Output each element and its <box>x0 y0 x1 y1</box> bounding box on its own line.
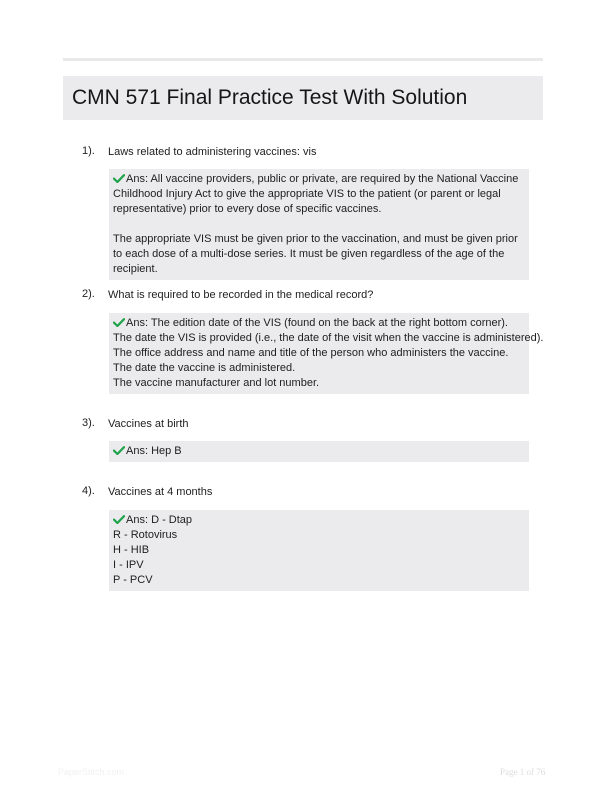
question-number: 4). <box>82 485 95 497</box>
answer-line: I - IPV <box>113 559 144 571</box>
check-icon <box>113 318 125 327</box>
answer-text: Ans: The edition date of the VIS (found on the back at the right bottom corner). <box>126 317 508 329</box>
answer-line <box>113 316 529 331</box>
answer-box <box>109 441 529 462</box>
answer-line: P - PCV <box>113 574 153 586</box>
top-divider <box>63 58 543 61</box>
answer-text: Ans: All vaccine providers, public or private, are required by the National Vaccine Childhood Injury Act to give the appropriate VIS to the patient (or parent or legal representative) prior to every dose of specific vaccines. <box>113 173 519 215</box>
answer-line: The office address and name and title of the person who administers the vaccine. <box>113 347 509 359</box>
answer-line: The date the vaccine is administered. <box>113 362 296 374</box>
question-text: Vaccines at birth <box>108 418 189 430</box>
answer-text: Ans: D - Dtap <box>126 514 193 526</box>
answer-box <box>109 169 529 280</box>
page-title: CMN 571 Final Practice Test With Solution <box>72 86 468 109</box>
question-number: 1). <box>82 145 95 157</box>
answer-line: H - HIB <box>113 544 150 556</box>
footer-watermark: PaperStitch.com <box>58 767 125 777</box>
check-icon <box>113 174 125 183</box>
answer-line: The date the VIS is provided (i.e., the date of the visit when the vaccine is administered). <box>113 332 544 344</box>
answer-line <box>113 444 529 459</box>
question-text: Vaccines at 4 months <box>108 486 213 498</box>
answer-box <box>109 313 544 394</box>
answer-box <box>109 510 529 591</box>
answer-gap <box>113 217 529 232</box>
title-banner <box>63 76 543 120</box>
check-icon <box>113 515 125 524</box>
answer-line: The appropriate VIS must be given prior to the vaccination, and must be given prior to each dose of a multi-dose series. It must be given regardless of the age of the recipient. <box>113 233 518 275</box>
check-icon <box>113 446 125 455</box>
question-text: Laws related to administering vaccines: vis <box>108 146 317 158</box>
answer-text: Ans: Hep B <box>126 445 182 457</box>
answer-line: The vaccine manufacturer and lot number. <box>113 377 320 389</box>
answer-line <box>113 172 529 217</box>
question-text: What is required to be recorded in the medical record? <box>108 289 374 301</box>
page-number: Page 1 of 76 <box>500 767 546 777</box>
question-number: 2). <box>82 288 95 300</box>
answer-line <box>113 513 529 528</box>
question-number: 3). <box>82 417 95 429</box>
answer-line: R - Rotovirus <box>113 529 178 541</box>
